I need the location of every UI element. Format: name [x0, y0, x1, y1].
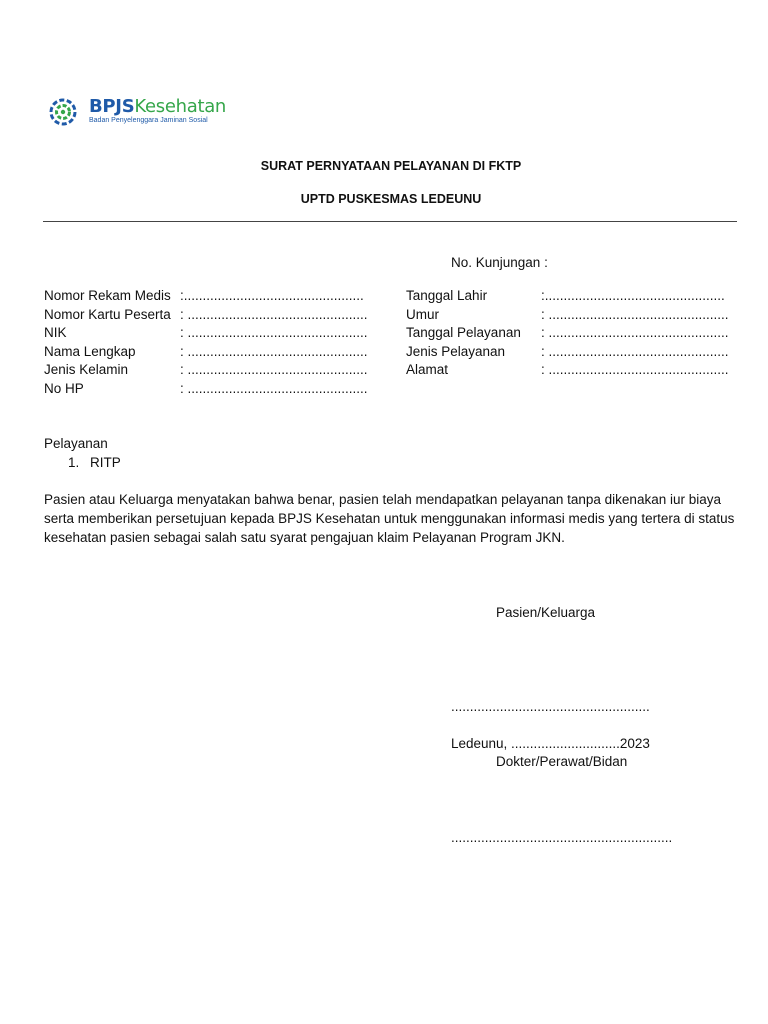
- field-value-rekam-medis: :................................................: [180, 288, 364, 303]
- service-heading: Pelayanan: [44, 436, 108, 451]
- visit-number-label: No. Kunjungan :: [451, 255, 548, 270]
- field-label-jenis-pelayanan: Jenis Pelayanan: [406, 344, 506, 359]
- document-subtitle: UPTD PUSKESMAS LEDEUNU: [300, 192, 482, 206]
- bpjs-logo-icon: [49, 98, 77, 126]
- field-value-alamat: : ................................................: [541, 362, 729, 377]
- field-label-nik: NIK: [44, 325, 67, 340]
- header-divider: [43, 221, 737, 222]
- field-label-tanggal-pelayanan: Tanggal Pelayanan: [406, 325, 521, 340]
- list-item-text: RITP: [90, 455, 121, 470]
- document-title: SURAT PERNYATAAN PELAYANAN DI FKTP: [260, 159, 522, 173]
- patient-signature-label: Pasien/Keluarga: [496, 605, 596, 620]
- logo-brand-kesehatan: Kesehatan: [134, 96, 227, 117]
- field-label-nama-lengkap: Nama Lengkap: [44, 344, 136, 359]
- field-label-umur: Umur: [406, 307, 439, 322]
- field-label-alamat: Alamat: [406, 362, 449, 377]
- field-label-no-hp: No HP: [44, 381, 84, 396]
- logo-subtitle: Badan Penyelenggara Jaminan Sosial: [89, 117, 208, 124]
- statement-paragraph: Pasien atau Keluarga menyatakan bahwa benar, pasien telah mendapatkan pelayanan tanpa dikenakan iur biaya serta memberikan persetujuan kepada BPJS Kesehatan untuk menggunakan informasi medis yang tertera di status kesehatan pasien sebagai salah satu syarat pengajuan klaim Pelayanan Program JKN.: [44, 492, 735, 545]
- field-value-no-hp: : ................................................: [180, 381, 368, 396]
- field-value-tanggal-lahir: :................................................: [541, 288, 725, 303]
- field-value-jenis-pelayanan: : ................................................: [541, 344, 729, 359]
- field-label-kartu-peserta: Nomor Kartu Peserta: [44, 307, 171, 322]
- staff-signature-label: Dokter/Perawat/Bidan: [496, 754, 628, 769]
- logo-brand-bpjs: BPJS: [89, 96, 135, 117]
- list-item-number: 1.: [68, 455, 80, 470]
- field-label-rekam-medis: Nomor Rekam Medis: [44, 288, 171, 303]
- field-label-jenis-kelamin: Jenis Kelamin: [44, 362, 129, 377]
- field-value-nik: : ................................................: [180, 325, 368, 340]
- list-item: [68, 455, 121, 470]
- staff-signature-line: ...........................................................: [451, 830, 673, 845]
- field-value-tanggal-pelayanan: : ................................................: [541, 325, 729, 340]
- patient-signature-line: .....................................................: [451, 699, 650, 714]
- field-value-jenis-kelamin: : ................................................: [180, 362, 368, 377]
- field-value-kartu-peserta: : ................................................: [180, 307, 368, 322]
- field-value-umur: : ................................................: [541, 307, 729, 322]
- logo-wordmark: [89, 96, 226, 117]
- place-date-line: Ledeunu, .............................2023: [451, 736, 650, 751]
- field-value-nama-lengkap: : ................................................: [180, 344, 368, 359]
- field-label-tanggal-lahir: Tanggal Lahir: [406, 288, 488, 303]
